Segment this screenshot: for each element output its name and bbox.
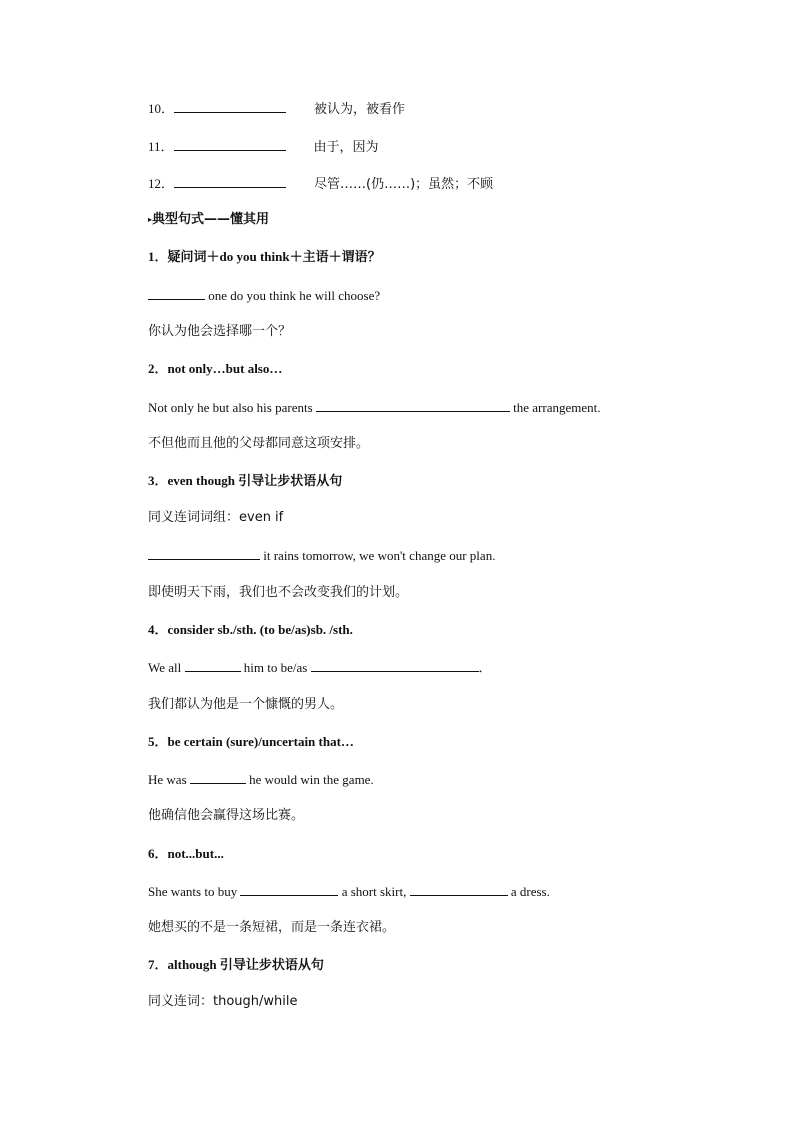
answer-blank[interactable] [148,548,260,560]
answer-blank[interactable] [410,884,508,896]
translation: 我们都认为他是一个慷慨的男人。 [148,697,344,712]
vocab-meaning: 由于，因为 [313,140,379,155]
answer-blank[interactable] [240,884,338,896]
item-number: 10． [148,101,175,116]
item-number: 11． [148,139,174,154]
item-heading: 5．be certain (sure)/uncertain that… [148,734,354,749]
synonym-note: 同义连词：though/while [148,994,298,1009]
section-heading [148,213,269,226]
example-sentence: She wants to buy a short skirt, a dress. [148,884,550,899]
answer-blank[interactable] [174,176,286,188]
example-sentence: Not only he but also his parents the arrangement. [148,400,601,415]
translation: 即使明天下雨，我们也不会改变我们的计划。 [148,585,409,600]
translation: 你认为他会选择哪一个？ [148,324,292,339]
synonym-note: 同义连词词组：even if [148,510,284,525]
answer-blank[interactable] [190,772,246,784]
answer-blank[interactable] [148,288,205,300]
section-title: 典型句式——懂其用 [152,212,270,227]
item-heading: 3．even though 引导让步状语从句 [148,473,343,488]
item-number: 12． [148,176,175,191]
vocab-line-11 [148,139,379,154]
vocab-meaning: 被认为，被看作 [314,102,406,117]
vocab-line-12 [148,176,493,191]
item-heading: 6．not...but... [148,846,224,861]
example-sentence: one do you think he will choose? [148,288,380,302]
translation: 他确信他会赢得这场比赛。 [148,808,305,823]
vocab-line-10 [148,101,405,116]
answer-blank[interactable] [316,400,510,412]
item-heading: 2．not only…but also… [148,361,283,376]
item-heading: 7．although 引导让步状语从句 [148,957,324,972]
answer-blank[interactable] [174,101,286,113]
item-heading: 1．疑问词＋do you think＋主语＋谓语？ [148,249,381,264]
answer-blank[interactable] [311,660,479,672]
example-sentence: We all him to be/as ． [148,660,492,675]
translation: 不但他而且他的父母都同意这项安排。 [148,436,370,451]
answer-blank[interactable] [174,139,286,151]
item-heading: 4．consider sb./sth. (to be/as)sb. /sth. [148,622,353,637]
answer-blank[interactable] [185,660,241,672]
example-sentence: He was he would win the game. [148,772,374,787]
vocab-meaning: 尽管……(仍……)；虽然；不顾 [314,177,494,192]
translation: 她想买的不是一条短裙，而是一条连衣裙。 [148,920,396,935]
example-sentence: it rains tomorrow, we won't change our plan. [148,548,495,562]
triangle-marker-icon: ▸ [148,215,153,224]
